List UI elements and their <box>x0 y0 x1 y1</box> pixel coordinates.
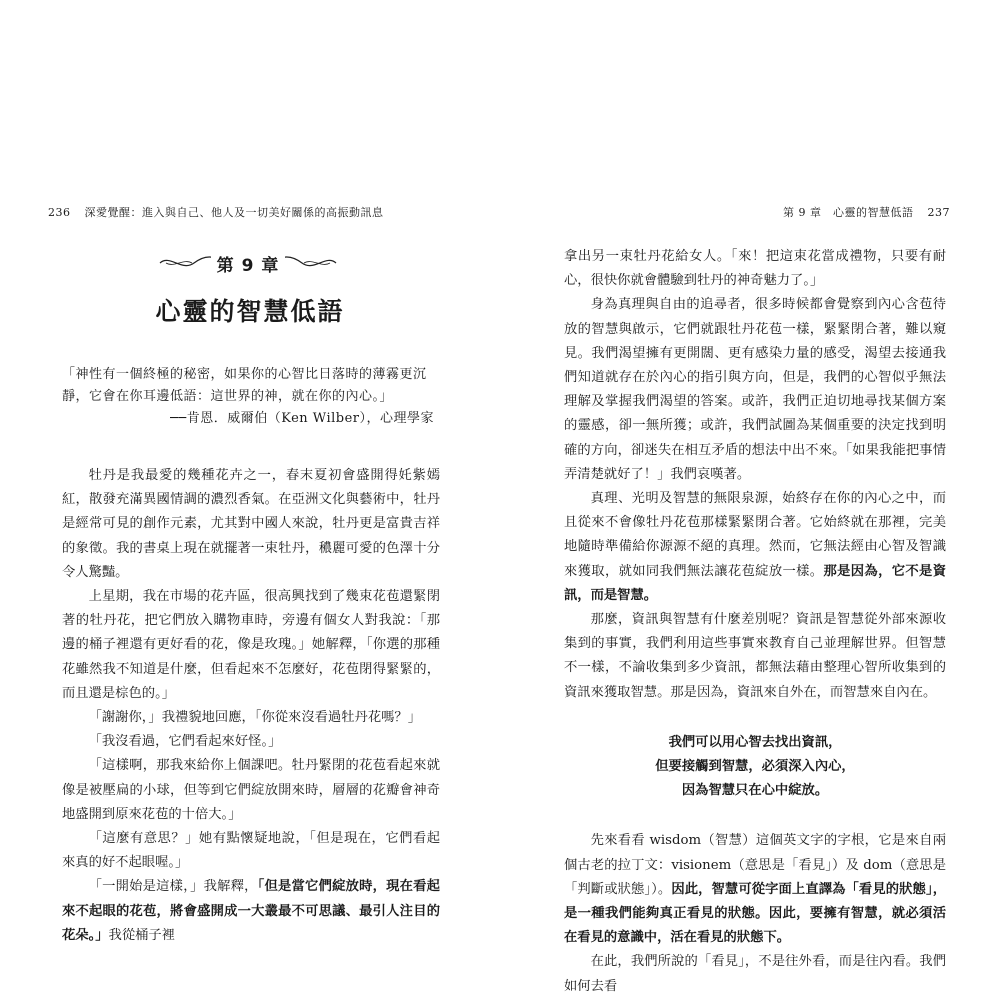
left-running-header <box>38 204 384 220</box>
right-running-header <box>783 204 960 220</box>
paragraph: 「我沒看過，它們看起來好怪。」 <box>88 734 282 750</box>
paragraph: 「這樣啊，那我來給你上個課吧。牡丹緊閉的花苞看起來就像是被壓扁的小球，但等到它們綻放開來時，層層的花瓣會神奇地盛開到原來花苞的十倍大。」 <box>62 758 440 822</box>
paragraph-text: 我從桶子裡 <box>108 927 176 943</box>
paragraph: 「謝謝你，」我禮貌地回應，「你從來沒看過牡丹花嗎？」 <box>88 710 422 726</box>
bold-text: 那是因為，它不是資訊，而是智慧。 <box>564 563 947 603</box>
left-page-number: 236 <box>48 206 71 219</box>
book-title-header: 深愛覺醒：進入與自己、他人及一切美好關係的高振動訊息 <box>84 206 384 219</box>
bold-text: 「但是當它們綻放時，現在看起來不起眼的花苞，將會盛開成一大叢最不可思議、最引人注目的花朵。」 <box>62 879 440 943</box>
pull-quote-line: 但要接觸到智慧，必須深入內心， <box>655 759 855 775</box>
paragraph <box>564 829 946 950</box>
chapter-number: 第 9 章 <box>211 251 286 276</box>
paragraph-text: 「一開始是這樣，」我解釋， <box>88 879 258 895</box>
chapter-ornament <box>158 250 338 276</box>
epigraph <box>62 364 440 430</box>
paragraph <box>564 487 946 608</box>
bold-text: 因此，智慧可從字面上直譯為「看見的狀態」，是一種我們能夠真正看見的狀態。因此，要擁有智慧，就必須活在看見的意識中，活在看見的狀態下。 <box>564 881 946 946</box>
paragraph: 「這麼有意思？」她有點懷疑地說，「但是現在，它們看起來真的好不起眼喔。」 <box>62 831 440 871</box>
paragraph: 牡丹是我最愛的幾種花卉之一，春末夏初會盛開得奼紫嫣紅，散發充滿異國情調的濃烈香氣。在亞洲文化與藝術中，牡丹是經常可見的創作元素，尤其對中國人來說，牡丹更是富貴吉祥的象徵。我的書桌上現在就擺著一束牡丹，穠麗可愛的色澤十分令人驚豔。 <box>62 468 440 580</box>
paragraph: 那麼，資訊與智慧有什麼差別呢？資訊是智慧從外部來源收集到的事實，我們利用這些事實來教育自己並理解世界。但智慧不一樣，不論收集到多少資訊，都無法藉由整理心智所收集到的資訊來獲取智慧。那是因為，資訊來自外在，而智慧來自內在。 <box>564 612 946 700</box>
paragraph: 拿出另一束牡丹花給女人。「來！把這束花當成禮物，只要有耐心，很快你就會體驗到牡丹的神奇魅力了。」 <box>564 249 946 289</box>
pull-quote-line: 因為智慧只在心中綻放。 <box>681 783 829 799</box>
chapter-header: 第 9 章 心靈的智慧低語 <box>783 206 914 219</box>
paragraph <box>62 875 440 948</box>
right-body-text <box>564 245 946 999</box>
left-body-text <box>62 464 440 948</box>
paragraph-text: 先來看看 wisdom（智慧）這個英文字的字根，它是來自兩個古老的拉丁文：visionem（意思是「看見」）及 dom（意思是「判斷或狀態」）。 <box>564 833 946 897</box>
epigraph-quote: 「神性有一個終極的秘密，如果你的心智比日落時的薄霧更沉靜，它會在你耳邊低語：這世界的神，就在你的內心。」 <box>62 367 427 404</box>
paragraph-text: 真理、光明及智慧的無限泉源，始終存在你的內心之中，而且從來不會像牡丹花苞那樣緊緊閉合著。它始終就在那裡，完美地隨時準備給你源源不絕的真理。然而，它無法經由心智及智識來獲取，就如同我們無法讓花苞綻放一樣。 <box>564 491 946 579</box>
chapter-title: 心靈的智慧低語 <box>155 297 345 326</box>
paragraph: 在此，我們所說的「看見」，不是往外看，而是往內看。我們如何去看 <box>564 954 946 994</box>
pull-quote <box>564 731 946 804</box>
pull-quote-line: 我們可以用心智去找出資訊， <box>668 734 842 750</box>
paragraph: 身為真理與自由的追尋者，很多時候都會覺察到內心含苞待放的智慧與啟示，它們就跟牡丹花苞一樣，緊緊閉合著，難以窺見。我們渴望擁有更開闊、更有感染力量的感受，渴望去接通我們知道就存在於內心的指引與方向，但是，我們的心智似乎無法理解及掌握我們渴望的答案。或許，我們正迫切地尋找某個方案的靈感，卻一無所獲；或許，我們試圖為某個重要的決定找到明確的方向，卻迷失在相互矛盾的想法中出不來。「如果我能把事情弄清楚就好了！」我們哀嘆著。 <box>564 297 946 482</box>
paragraph: 上星期，我在市場的花卉區，很高興找到了幾束花苞還緊閉著的牡丹花，把它們放入購物車時，旁邊有個女人對我說：「那邊的桶子裡還有更好看的花，像是玫瑰。」她解釋，「你選的那種花雖然我不知道是什麼，但看起來不怎麼好，花苞閉得緊緊的，而且還是棕色的。」 <box>62 589 440 701</box>
right-page-number: 237 <box>927 206 950 219</box>
epigraph-attribution: ──肯恩．威爾伯（Ken Wilber），心理學家 <box>170 411 434 426</box>
right-page <box>500 0 1000 1000</box>
